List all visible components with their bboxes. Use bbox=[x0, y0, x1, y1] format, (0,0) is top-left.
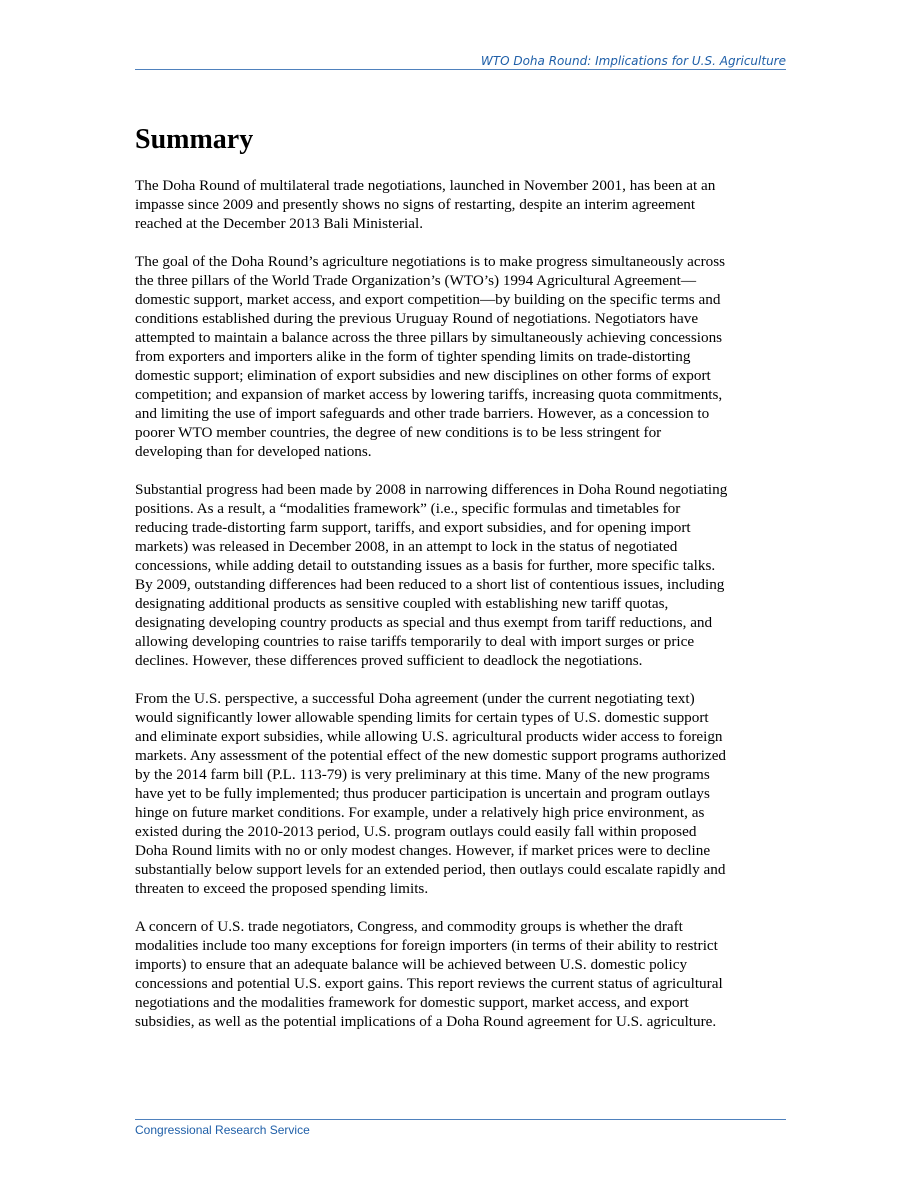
footer-publisher: Congressional Research Service bbox=[135, 1123, 310, 1137]
text-line: threaten to exceed the proposed spending limits. bbox=[135, 880, 429, 897]
text-line: and limiting the use of import safeguards and other trade barriers. However, as a concession to bbox=[135, 405, 710, 422]
text-line: substantially below support levels for an extended period, then outlays could escalate rapidly and bbox=[135, 861, 726, 878]
text-line: A concern of U.S. trade negotiators, Congress, and commodity groups is whether the draft bbox=[135, 918, 683, 935]
text-line: reducing trade-distorting farm support, tariffs, and export subsidies, and for opening import bbox=[135, 519, 691, 536]
paragraph-2 bbox=[135, 252, 787, 461]
text-line: attempted to maintain a balance across the three pillars by simultaneously achieving concessions bbox=[135, 329, 723, 346]
text-line: Substantial progress had been made by 2008 in narrowing differences in Doha Round negotiating bbox=[135, 481, 728, 498]
text-line: markets) was released in December 2008, in an attempt to lock in the status of negotiated bbox=[135, 538, 678, 555]
paragraph-5 bbox=[135, 917, 787, 1031]
running-header bbox=[135, 54, 786, 70]
text-line: and eliminate export subsidies, while allowing U.S. agricultural products wider access to foreign bbox=[135, 728, 723, 745]
paragraph-4 bbox=[135, 689, 787, 898]
text-line: concessions, while adding detail to outstanding issues as a basis for further, more specific talks. bbox=[135, 557, 716, 574]
text-line: declines. However, these differences proved sufficient to deadlock the negotiations. bbox=[135, 652, 643, 669]
text-line: conditions established during the previous Uruguay Round of negotiations. Negotiators have bbox=[135, 310, 699, 327]
text-line: from exporters and importers alike in the form of tighter spending limits on trade-distorting bbox=[135, 348, 691, 365]
text-line: positions. As a result, a “modalities framework” (i.e., specific formulas and timetables for bbox=[135, 500, 681, 517]
text-line: designating additional products as sensitive coupled with establishing new tariff quotas, bbox=[135, 595, 669, 612]
text-line: reached at the December 2013 Bali Ministerial. bbox=[135, 215, 424, 232]
text-line: the three pillars of the World Trade Organization’s (WTO’s) 1994 Agricultural Agreement— bbox=[135, 272, 697, 289]
text-line: modalities include too many exceptions for foreign importers (in terms of their ability to restrict bbox=[135, 937, 718, 954]
text-line: The goal of the Doha Round’s agriculture negotiations is to make progress simultaneously across bbox=[135, 253, 726, 270]
text-line: markets. Any assessment of the potential effect of the new domestic support programs authorized bbox=[135, 747, 727, 764]
text-line: negotiations and the modalities framework for domestic support, market access, and export bbox=[135, 994, 689, 1011]
text-line: developing than for developed nations. bbox=[135, 443, 372, 460]
text-line: have yet to be fully implemented; thus producer participation is uncertain and program outlays bbox=[135, 785, 710, 802]
paragraph-3 bbox=[135, 480, 787, 670]
text-line: From the U.S. perspective, a successful Doha agreement (under the current negotiating text) bbox=[135, 690, 695, 707]
text-line: subsidies, as well as the potential implications of a Doha Round agreement for U.S. agriculture. bbox=[135, 1013, 717, 1030]
text-line: domestic support, market access, and export competition—by building on the specific terms and bbox=[135, 291, 721, 308]
text-line: By 2009, outstanding differences had been reduced to a short list of contentious issues, including bbox=[135, 576, 725, 593]
text-line: hinge on future market conditions. For example, under a relatively high price environment, as bbox=[135, 804, 705, 821]
text-line: would significantly lower allowable spending limits for certain types of U.S. domestic support bbox=[135, 709, 709, 726]
text-line: poorer WTO member countries, the degree of new conditions is to be less stringent for bbox=[135, 424, 662, 441]
section-title: Summary bbox=[135, 124, 254, 155]
running-header-title: WTO Doha Round: Implications for U.S. Agriculture bbox=[480, 54, 786, 68]
summary-body bbox=[135, 176, 787, 1050]
text-line: impasse since 2009 and presently shows no signs of restarting, despite an interim agreement bbox=[135, 196, 696, 213]
text-line: designating developing country products as special and thus exempt from tariff reductions, and bbox=[135, 614, 713, 631]
paragraph-1 bbox=[135, 176, 787, 233]
text-line: imports) to ensure that an adequate balance will be achieved between U.S. domestic policy bbox=[135, 956, 688, 973]
text-line: concessions and potential U.S. export gains. This report reviews the current status of agricultural bbox=[135, 975, 723, 992]
footer-rule bbox=[135, 1119, 786, 1120]
text-line: domestic support; elimination of export subsidies and new disciplines on other forms of export bbox=[135, 367, 711, 384]
text-line: Doha Round limits with no or only modest changes. However, if market prices were to decline bbox=[135, 842, 711, 859]
text-line: by the 2014 farm bill (P.L. 113-79) is very preliminary at this time. Many of the new programs bbox=[135, 766, 710, 783]
text-line: existed during the 2010-2013 period, U.S. program outlays could easily fall within proposed bbox=[135, 823, 697, 840]
text-line: The Doha Round of multilateral trade negotiations, launched in November 2001, has been at an bbox=[135, 177, 716, 194]
text-line: competition; and expansion of market access by lowering tariffs, increasing quota commitments, bbox=[135, 386, 723, 403]
text-line: allowing developing countries to raise tariffs temporarily to deal with import surges or price bbox=[135, 633, 695, 650]
